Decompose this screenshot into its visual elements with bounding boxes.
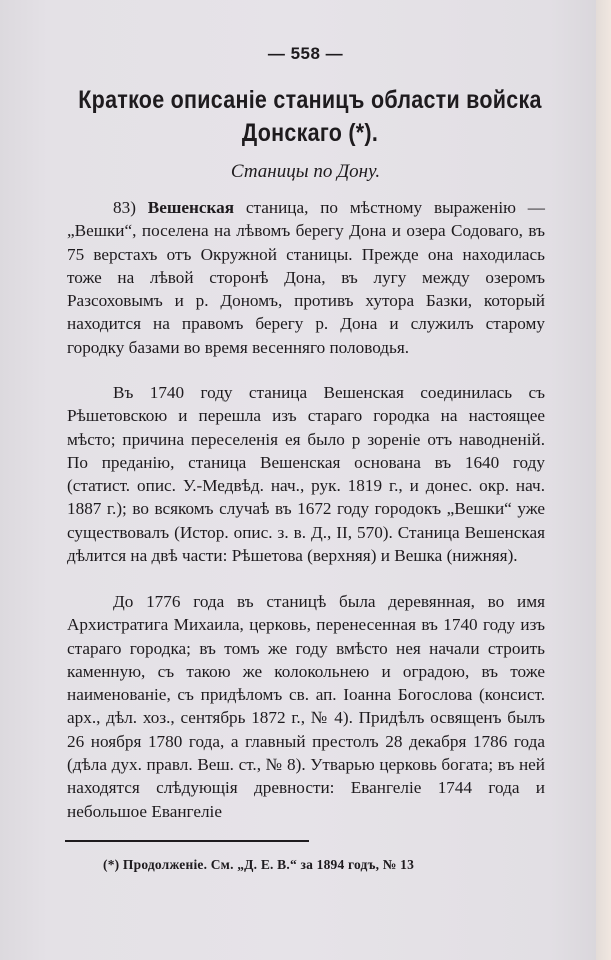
footnote-divider <box>65 840 309 842</box>
paragraph-text: До 1776 года въ станицѣ была деревянная, во имя Архистратига Михаила, церковь, перенесенная въ 1740 году изъ стараго городка; въ томъ же году вмѣсто нея начали строить каменную, съ такою же колокольнею и оградою, въ тоже наименованіе, съ придѣломъ св. ап. Іоанна Богослова (консист. арх., дѣл. хоз., сентябрь 1872 г., № 4). Придѣлъ освященъ былъ 26 ноября 1780 года, а главный престолъ 28 декабря 1786 года (дѣла дух. правл. Веш. ст., № 8). Утварью церковь богата; въ ней находятся слѣдующія древности: Евангеліе 1744 года и небольшое Евангеліе <box>67 592 545 821</box>
paragraph-text: станица, по мѣстному выраженію — „Вешки“, поселена на лѣвомъ берегу Дона и озера Содоваго, въ 75 верстахъ отъ Окружной станицы. Прежде она находилась тоже на лѣвой сторонѣ Дона, въ лугу между озеромъ Разсоховымъ и р. Дономъ, противъ хутора Базки, который находится на правомъ берегу р. Дона и служилъ старому городку базами во время весенняго половодья. <box>67 198 545 357</box>
page-edge <box>596 0 611 960</box>
section-subtitle: Станицы по Дону. <box>230 161 381 182</box>
paragraph-1 <box>67 196 545 359</box>
paragraph-2 <box>67 381 545 567</box>
entry-number: 83) <box>113 198 148 217</box>
paragraph-3 <box>67 590 545 823</box>
title-line-2: Донскаго (*). <box>241 119 379 147</box>
paragraph-text: Въ 1740 году станица Вешенская соединилась съ Рѣшетовскою и перешла изъ стараго городка на настоящее мѣсто; причина переселенія ея было р зореніе отъ наводненій. По преданію, станица Вешенская основана въ 1640 году (статист. опис. У.-Медвѣд. нач., рук. 1819 г., и донес. окр. нач. 1887 г.); во всякомъ случаѣ въ 1672 году городокъ „Вешки“ уже существовалъ (Истор. опис. з. в. Д., II, 570). Станица Вешенская дѣлится на двѣ части: Рѣшетова (верхняя) и Вешка (нижняя). <box>67 383 545 566</box>
title-line-1: Краткое описаніе станицъ области войска <box>78 86 542 114</box>
footnote: (*) Продолженіе. См. „Д. Е. В.“ за 1894 годъ, № 13 <box>103 857 415 872</box>
entry-name: Вешенская <box>147 198 235 217</box>
article-title <box>69 84 551 150</box>
page-number: — 558 — <box>267 44 344 63</box>
